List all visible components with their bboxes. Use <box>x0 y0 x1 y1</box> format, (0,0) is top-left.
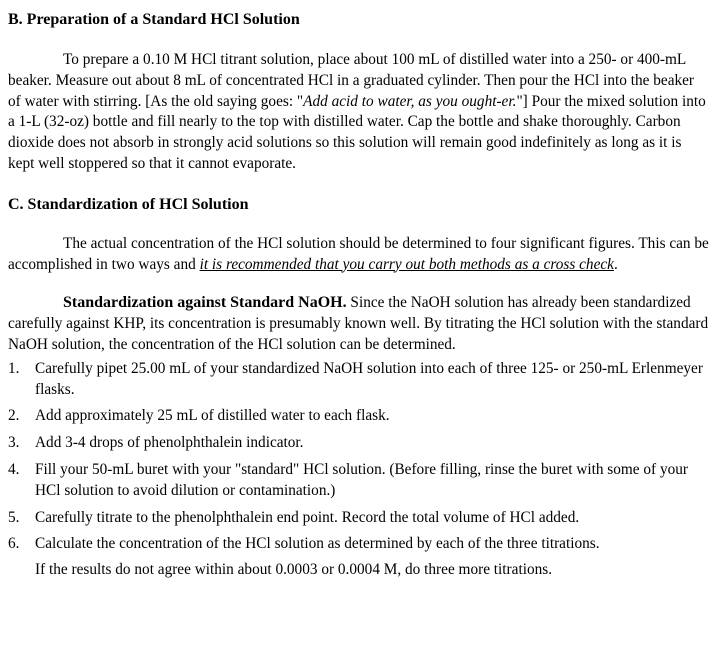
section-c-text: The actual concentration of the HCl solution should be determined to four significant figures. This can be accomplished in two ways and <box>8 234 709 273</box>
step-6-continuation: If the results do not agree within about 0.0003 or 0.0004 M, do three more titrations. <box>35 561 553 579</box>
step-text: Carefully pipet 25.00 mL of your standardized NaOH solution into each of three 125- or 250-mL Erlenmeyer flasks. <box>35 359 703 398</box>
naoh-text: Since the NaOH solution has already been standardized carefully against KHP, its concentration is presumably known well. By titrating the HCl solution with the standard NaOH solution, the concentration of the HCl solution can be determined. <box>8 294 709 353</box>
step-text: Add approximately 25 mL of distilled water to each flask. <box>35 407 390 425</box>
section-c-recommendation: it is recommended that you carry out both methods as a cross check <box>199 255 614 273</box>
step-number: 2. <box>8 407 20 425</box>
naoh-paragraph <box>8 293 709 355</box>
list-item <box>8 508 709 529</box>
section-c-paragraph <box>8 234 709 276</box>
step-number: 3. <box>8 434 20 452</box>
section-b-paragraph <box>8 50 709 175</box>
list-item <box>8 359 709 401</box>
step-number: 1. <box>8 359 20 377</box>
section-c-text-end: . <box>613 255 618 273</box>
section-c-title: C. Standardization of HCl Solution <box>8 195 249 213</box>
section-b-title: B. Preparation of a Standard HCl Solution <box>8 11 300 28</box>
procedure-steps <box>8 359 709 555</box>
step-text: Calculate the concentration of the HCl solution as determined by each of the three titrations. <box>35 535 600 553</box>
list-item <box>8 406 709 427</box>
section-b-text: To prepare a 0.10 M HCl titrant solution, place about 100 mL of distilled water into a 250- or 400-mL beaker. Measure out about 8 mL of concentrated HCl in a graduated cylinder. Then pour the HCl into the beaker of water with stirring. [As the old saying goes: " <box>8 51 695 110</box>
step-text: Fill your 50-mL buret with your "standard" HCl solution. (Before filling, rinse the buret with some of your HCl solution to avoid dilution or contamination.) <box>35 460 689 499</box>
list-item <box>8 460 709 502</box>
naoh-heading: Standardization against Standard NaOH. <box>63 294 347 312</box>
step-number: 6. <box>8 535 20 553</box>
list-item <box>8 534 709 555</box>
step-number: 5. <box>8 508 20 526</box>
step-text: Add 3-4 drops of phenolphthalein indicator. <box>35 434 304 452</box>
step-number: 4. <box>8 460 20 478</box>
list-item <box>8 433 709 454</box>
section-b-saying: Add acid to water, as you ought-er. <box>303 92 517 110</box>
section-b-text-end: "] Pour the mixed solution into a 1-L (32-oz) bottle and fill nearly to the top with distilled water. Cap the bottle and shake thoroughly. Carbon dioxide does not absorb in strongly acid solutions so this solution will remain good indefinitely as long as it is kept well stoppered so that it cannot evaporate. <box>8 92 706 172</box>
step-text: Carefully titrate to the phenolphthalein end point. Record the total volume of HCl added. <box>35 508 580 526</box>
